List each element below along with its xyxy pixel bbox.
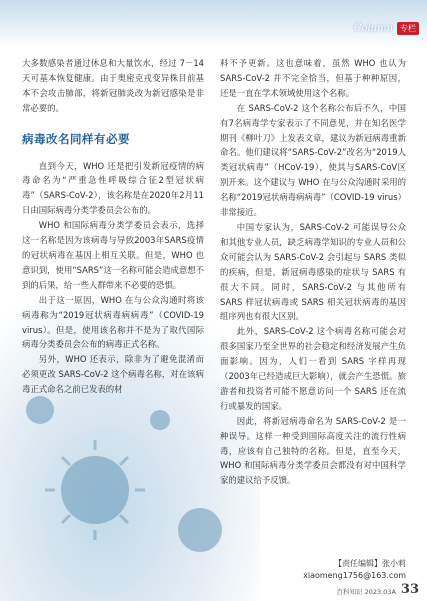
journal-issue: 百科知识 2023.03A [336,588,396,596]
page-number: 33 [400,582,419,597]
column-tag [354,22,419,35]
editor-credit [220,558,406,582]
paragraph: 因此，将新冠病毒命名为 SARS-CoV-2 是一种误导。这样一种受到国际高度关注的流行性病毒，应该有自己独特的名称。但是，直至今天，WHO 和国际病毒分类学委员会都没有对中国科学家的建议给予反馈。 [220,415,406,486]
paragraph: 直到今天，WHO 还是把引发新冠疫情的病毒命名为“严重急性呼吸综合征2型冠状病毒”（SARS-CoV-2），该名称是在2020年2月11日由国际病毒分类学委员会公布的。 [22,160,204,216]
column-label-zh: 专栏 [397,22,419,35]
editor-email: xiaomeng1756@163.com [303,571,406,580]
right-column [220,56,406,488]
paragraph: WHO 和国际病毒分类学委员会表示，选择这一名称是因为该病毒与导致2003年SARS疫情的冠状病毒在基因上相互关联。但是，WHO 也意识到，使用“SARS”这一名称可能会造成意想不到的后果，给一些人群带来不必要的恐惧。 [22,220,204,290]
editor-name: 【责任编辑】张小莉 [334,559,406,568]
column-label-en: Column [353,23,393,34]
left-column [22,56,204,397]
paragraph: 大多数感染者通过休息和大量饮水，经过 7－14天可基本恢复健康。由于奥密克戎变异株目前基本不会攻击肺部，将新冠肺炎改为新冠感染是非常必要的。 [22,58,204,113]
paragraph: 另外，WHO 还表示，除非为了避免混淆而必须更改 SARS-CoV-2 这个病毒名称，对在该病毒正式命名之前已发表的材 [22,354,204,395]
paragraph: 此外，SARS-CoV-2 这个病毒名称可能会对很多国家乃至全世界的社会稳定和经济发展产生负面影响。因为，人们一看到 SARS 字样再现（2003年已经造成巨大影响），就会产生恐慌。旅游者和投资者可能不愿意访问一个 SARS 还在流行或暴发的国家。 [220,326,406,411]
paragraph: 料不予更新。这也意味着，虽然 WHO 也认为 SARS-CoV-2 并不完全恰当，但基于种种原因，还是一直在学术领域使用这个名称。 [220,58,406,98]
paragraph: 在 SARS-CoV-2 这个名称公布后不久，中国有7名病毒学专家表示了不同意见，并在知名医学期刊《柳叶刀》上发表文章，建议为新冠病毒重新命名。他们建议将“SARS-CoV-2”改名为“2019人类冠状病毒”（HCoV-19），使其与SARS-CoV区别开来。这个建议与 WHO 在与公众沟通时采用的名称“2019冠状病毒病病毒”（COVID-19 virus）非常接近。 [220,102,406,218]
paragraph: 出于这一原因，WHO 在与公众沟通时将该病毒称为“2019冠状病毒病病毒”（COVID-19 virus）。但是，使用该名称并不是为了取代国际病毒分类委员会公布的病毒正式名称。 [22,294,204,350]
page-footer [337,583,420,596]
section-title: 病毒改名同样有必要 [22,131,130,146]
paragraph: 中国专家认为，SARS-CoV-2 可能误导公众和其他专业人员，缺乏病毒学知识的专业人员和公众可能会认为 SARS-CoV-2 会引起与 SARS 类似的疾病，但是，新冠病毒感染的症状与 SARS 有很大不同。同时，SARS-CoV-2 与其他所有 SARS 样冠状病毒或 SARS 相关冠状病毒的基因组序列也有很大区别。 [220,221,406,322]
